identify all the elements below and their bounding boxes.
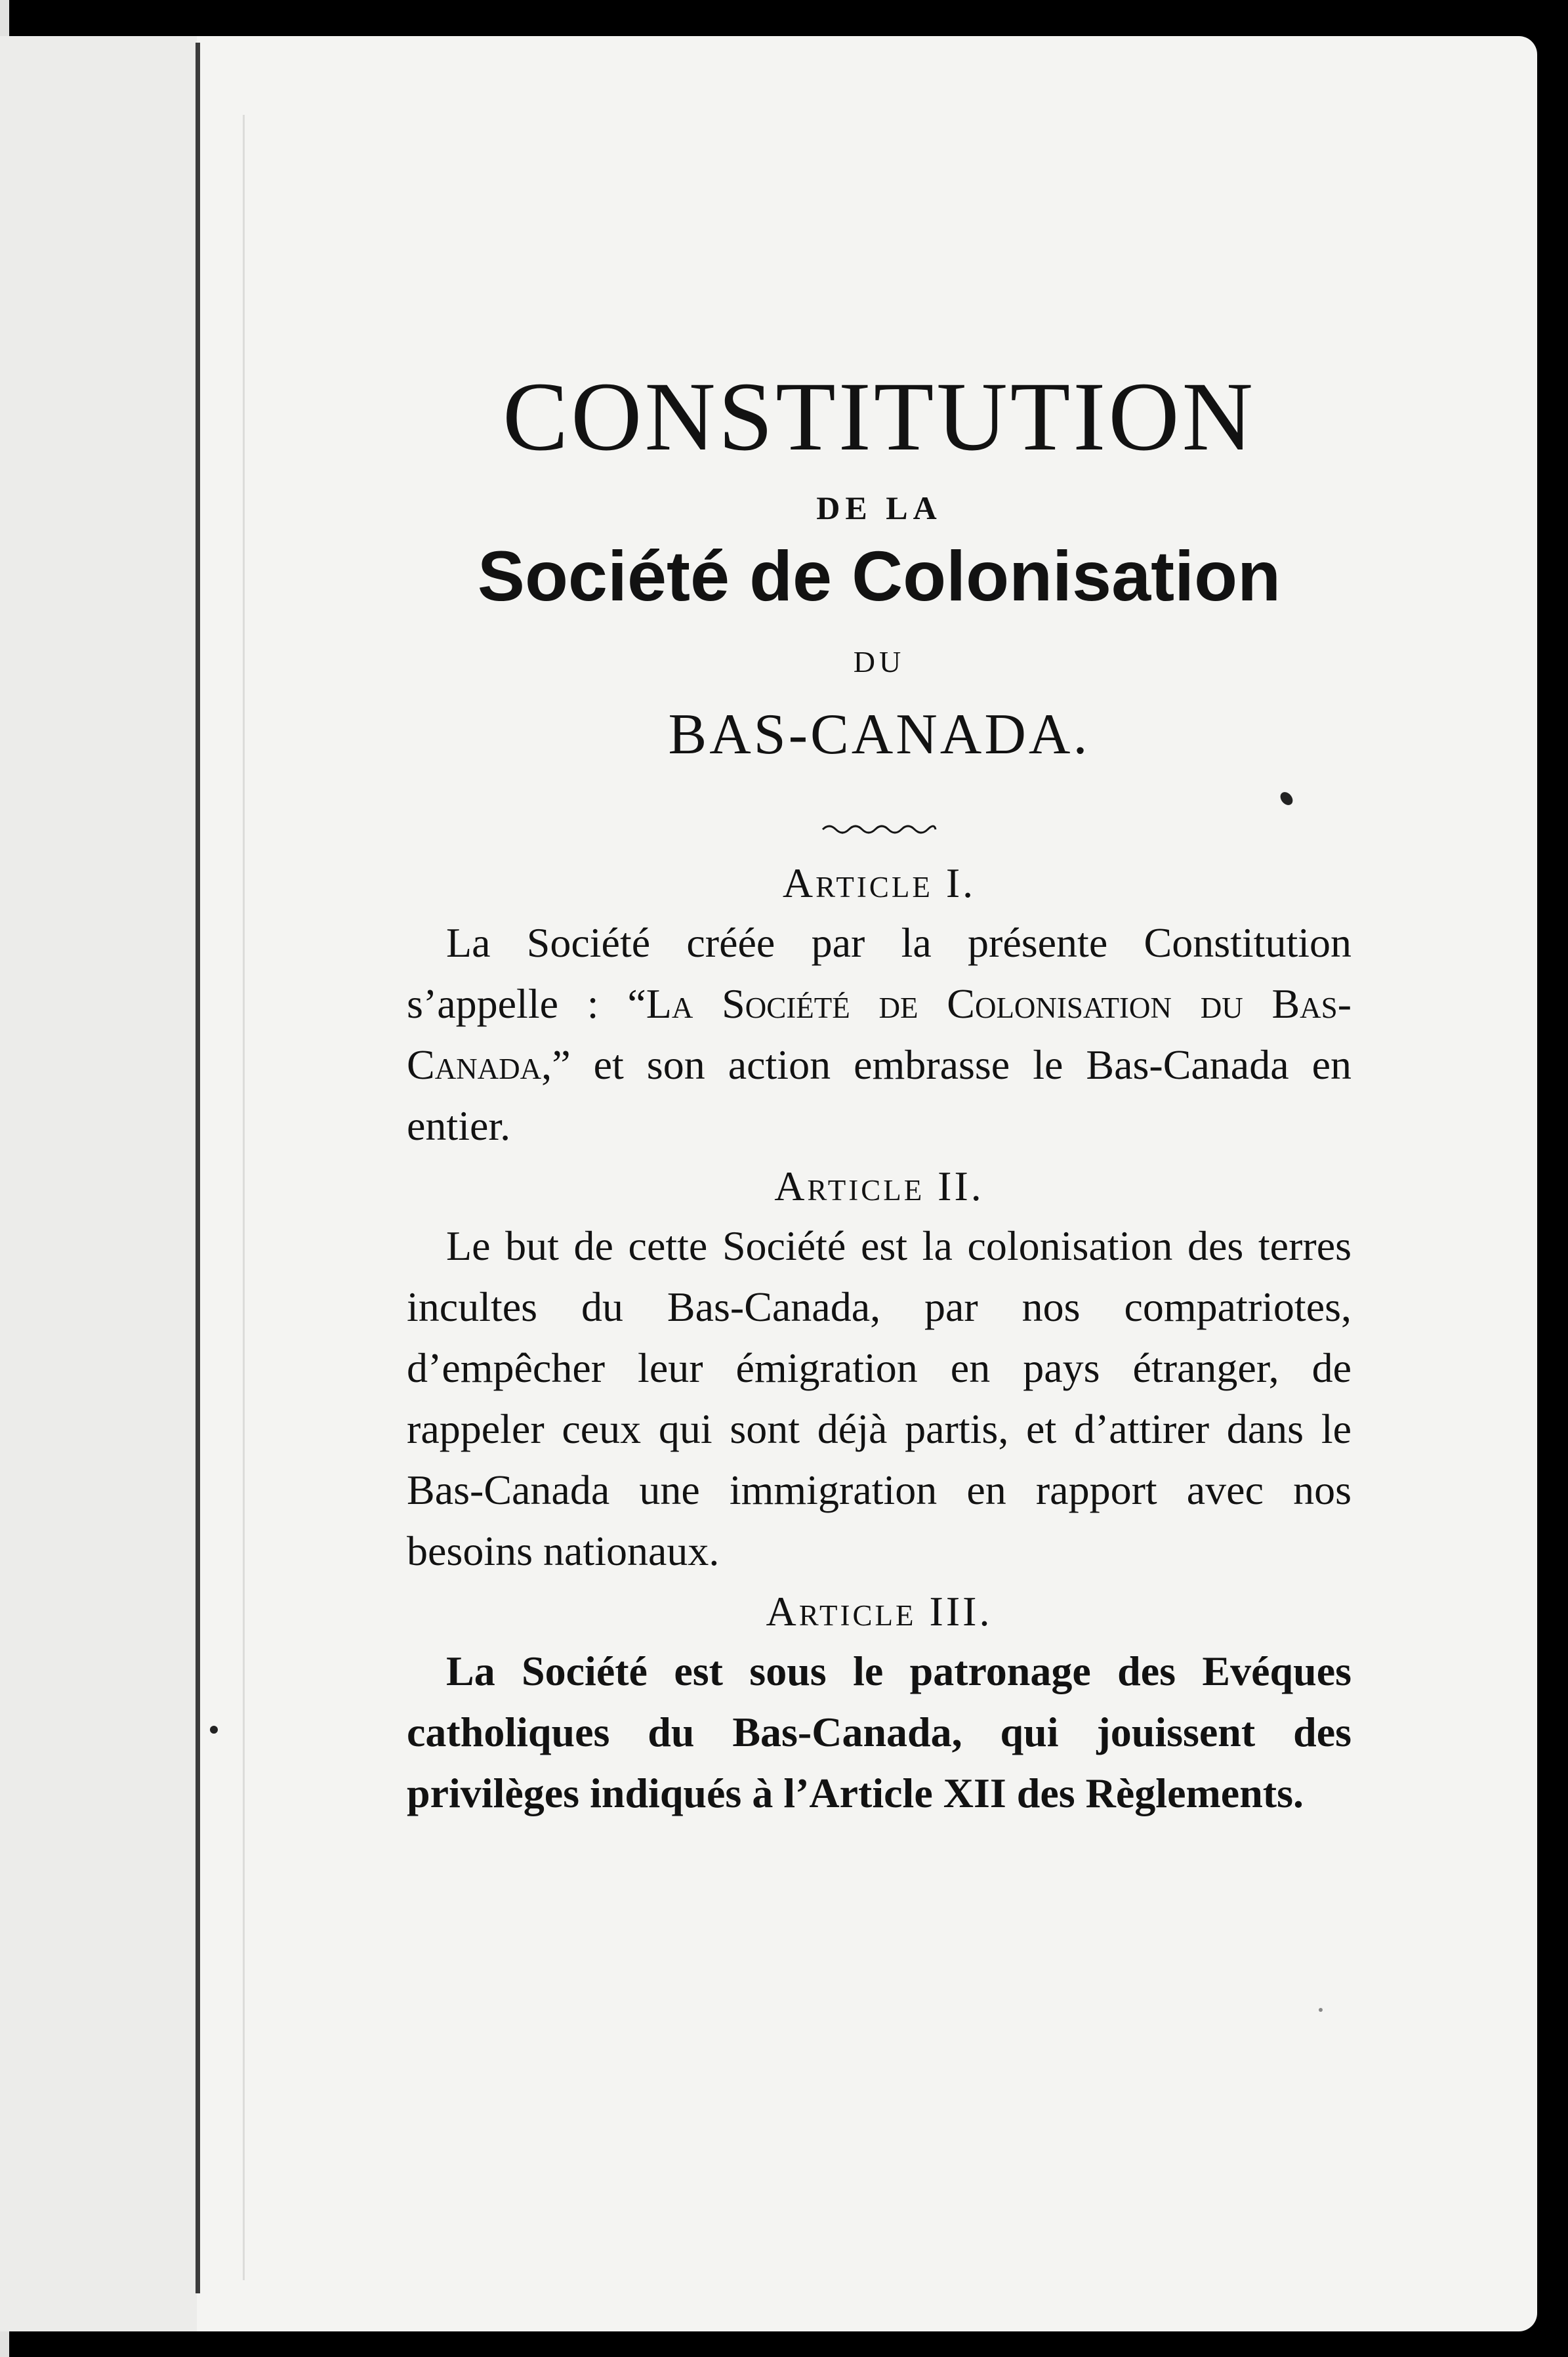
article-heading-text: Article II. bbox=[774, 1163, 984, 1209]
title-connector-du: DU bbox=[853, 645, 905, 678]
document-title: CONSTITUTION bbox=[503, 362, 1256, 471]
region-name: BAS-CANADA. bbox=[668, 703, 1090, 766]
article-heading-text: Article III. bbox=[766, 1588, 993, 1635]
article-heading bbox=[407, 1160, 1351, 1213]
title-connector-de-la: DE LA bbox=[816, 490, 942, 526]
article-body-text: La Société créée par la présente Constitution s’appelle : “ bbox=[407, 919, 1351, 1027]
binding-shadow-line bbox=[243, 115, 245, 2280]
page-content bbox=[407, 362, 1352, 1824]
binding-margin bbox=[0, 36, 197, 2331]
society-name: Société de Colonisation bbox=[477, 536, 1281, 615]
article-heading-text: Article I. bbox=[782, 860, 976, 906]
article-2 bbox=[407, 1160, 1351, 1581]
ink-speck bbox=[1319, 2008, 1323, 2012]
article-body: Le but de cette Société est la colonisation des terres incultes du Bas-Canada, par nos compatriotes, d’empêcher leur émigration en pays étranger, de rappeler ceux qui sont déjà partis, et d’attirer dans le Bas-Canada une immigration en rapport avec nos besoins nationaux. bbox=[407, 1222, 1351, 1574]
wavy-rule-ornament bbox=[820, 820, 938, 839]
article-heading bbox=[407, 1585, 1351, 1638]
article-body-text: ” et son action embrasse le Bas-Canada en entier. bbox=[407, 1041, 1351, 1149]
society-name-inline: La Société de Colonisation du Bas-Canada, bbox=[407, 980, 1352, 1088]
article-body: La Société est sous le patronage des Evéques catholiques du Bas-Canada, qui jouissent des privilèges indiqués à l’Article XII des Règlements. bbox=[407, 1648, 1351, 1816]
article-body bbox=[407, 912, 1351, 1156]
article-1 bbox=[407, 857, 1351, 1156]
article-3 bbox=[407, 1585, 1351, 1824]
binding-fold-line bbox=[196, 43, 200, 2293]
article-heading bbox=[407, 857, 1351, 909]
ink-speck bbox=[210, 1726, 218, 1734]
